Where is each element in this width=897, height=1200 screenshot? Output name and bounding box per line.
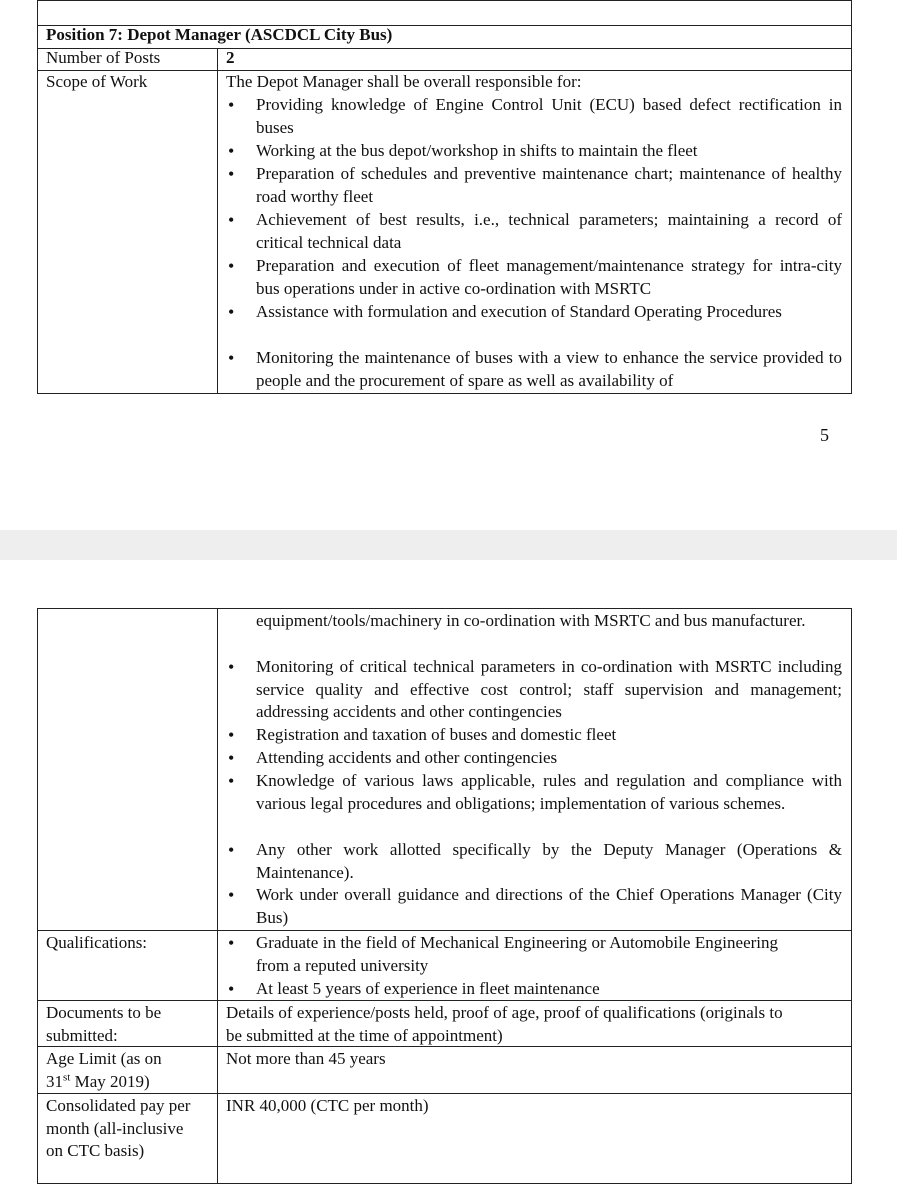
- list-item: • Monitoring of critical technical parameters in co-ordination with MSRTC including service quality and effective cost control; staff supervision and management; addressing accidents and other contingencies: [218, 656, 842, 724]
- list-item: • Monitoring the maintenance of buses with a view to enhance the service provided to people and the procurement of spare as well as availability of: [218, 347, 842, 393]
- list-item: • Preparation of schedules and preventive maintenance chart; maintenance of healthy road worthy fleet: [218, 163, 842, 209]
- age-limit-label-sup: st: [63, 1070, 71, 1083]
- number-of-posts-label: Number of Posts: [46, 48, 161, 67]
- age-limit-value: Not more than 45 years: [226, 1049, 386, 1068]
- consolidated-pay-value: INR 40,000 (CTC per month): [226, 1096, 429, 1115]
- scope-intro: The Depot Manager shall be overall responsible for:: [226, 72, 582, 91]
- list-item: • Attending accidents and other contingencies: [218, 747, 842, 770]
- age-limit-label-day: 31: [46, 1071, 63, 1091]
- list-item: • Any other work allotted specifically by the Deputy Manager (Operations & Maintenance).: [218, 839, 842, 884]
- list-item: • Working at the bus depot/workshop in shifts to maintain the fleet: [218, 140, 842, 163]
- consolidated-pay-label: Consolidated pay per month (all-inclusive on CTC basis): [46, 1096, 191, 1160]
- age-limit-label-line1: Age Limit (as on: [46, 1049, 162, 1068]
- age-limit-label-line2: May 2019): [74, 1071, 150, 1091]
- document-page-1: [0, 0, 897, 530]
- list-item: • At least 5 years of experience in fleet maintenance: [218, 978, 778, 1001]
- qualifications-list: [218, 932, 778, 1001]
- scope-of-work-label: Scope of Work: [46, 72, 148, 91]
- documents-value: Details of experience/posts held, proof of age, proof of qualifications (originals to be submitted at the time of appointment): [226, 1003, 783, 1045]
- list-item: • Preparation and execution of fleet management/maintenance strategy for intra-city bus operations under in active co-ordination with MSRTC: [218, 255, 842, 301]
- position-title: Position 7: Depot Manager (ASCDCL City Bus): [46, 25, 393, 44]
- page-number: 5: [820, 425, 829, 445]
- scope-list-continued: [218, 610, 842, 929]
- page-gap: [0, 530, 897, 560]
- age-limit-label: [46, 1048, 211, 1093]
- list-item: • Knowledge of various laws applicable, rules and regulation and compliance with various legal procedures and obligations; implementation of various schemes.: [218, 770, 842, 839]
- list-item: • Providing knowledge of Engine Control Unit (ECU) based defect rectification in buses: [218, 94, 842, 140]
- list-item: • Assistance with formulation and execution of Standard Operating Procedures: [218, 301, 842, 347]
- list-item: • Registration and taxation of buses and domestic fleet: [218, 724, 842, 747]
- list-item: • Work under overall guidance and directions of the Chief Operations Manager (City Bus): [218, 884, 842, 929]
- list-item-continuation: equipment/tools/machinery in co-ordination with MSRTC and bus manufacturer.: [256, 611, 806, 630]
- documents-label: Documents to be submitted:: [46, 1003, 162, 1045]
- document-page-2: [0, 560, 897, 1200]
- qualifications-label: Qualifications:: [46, 933, 148, 952]
- list-item: • Graduate in the field of Mechanical Engineering or Automobile Engineering from a reputed university: [218, 932, 778, 978]
- scope-list: [218, 94, 842, 393]
- number-of-posts-value: 2: [226, 48, 235, 67]
- list-item: • Achievement of best results, i.e., technical parameters; maintaining a record of critical technical data: [218, 209, 842, 255]
